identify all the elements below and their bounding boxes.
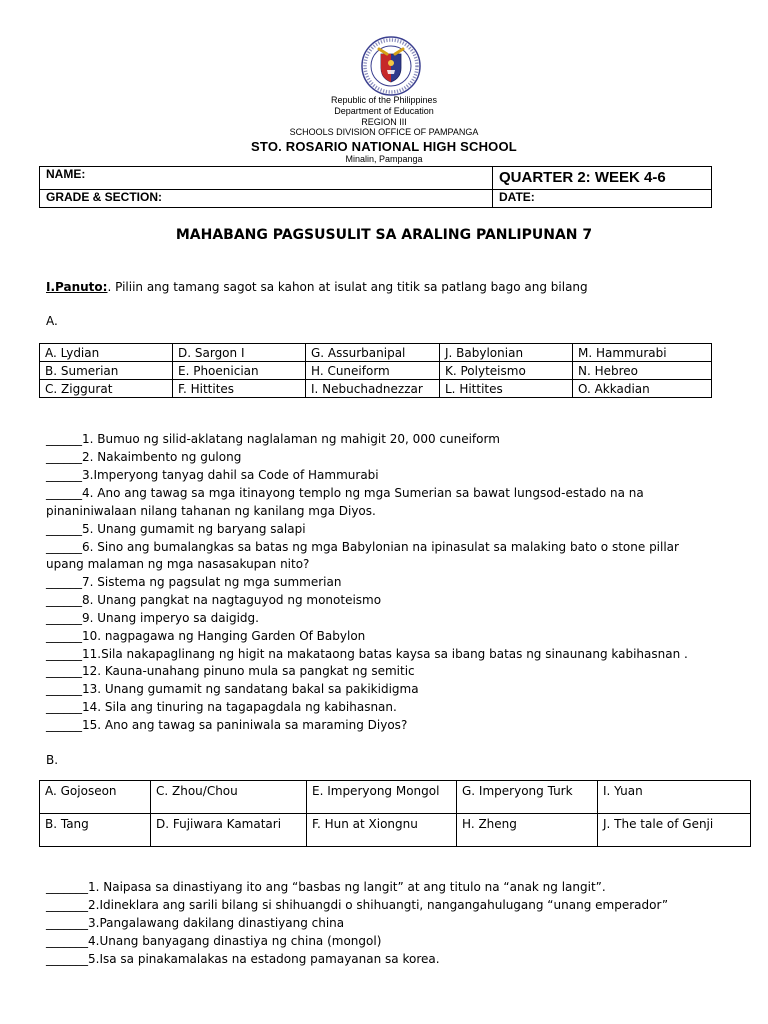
header-division: SCHOOLS DIVISION OFFICE OF PAMPANGA [289, 127, 479, 137]
choice-cell: N. Hebreo [573, 362, 712, 380]
choice-cell: G. Imperyong Turk [457, 781, 598, 814]
choice-row [40, 362, 712, 380]
question-item: _______3.Pangalawang dakilang dinastiyang china [46, 916, 345, 930]
header-region: REGION III [361, 117, 407, 127]
choice-cell: L. Hittites [440, 380, 573, 398]
choice-cell: H. Zheng [457, 814, 598, 847]
question-item: _______1. Naipasa sa dinastiyang ito ang “basbas ng langit” at ang titulo na “anak ng langit”. [46, 880, 606, 894]
question-item: ______8. Unang pangkat na nagtaguyod ng monoteismo [46, 593, 382, 607]
question-item-continued: pinaniniwalaan nilang tahanan ng kanilang mga Diyos. [46, 504, 376, 518]
exam-title: MAHABANG PAGSUSULIT SA ARALING PANLIPUNAN 7 [175, 227, 593, 243]
choice-row [40, 814, 751, 847]
choice-cell: G. Assurbanipal [306, 344, 440, 362]
question-item: ______10. nagpagawa ng Hanging Garden Of Babylon [46, 629, 366, 643]
grade-section-field[interactable] [40, 190, 493, 208]
instructions-label: I.Panuto: [46, 280, 108, 294]
deped-seal [361, 36, 421, 96]
part-a-choices-table [39, 343, 712, 398]
question-item-continued: upang malaman ng mga nasasakupan nito? [46, 557, 310, 571]
choice-cell: C. Ziggurat [40, 380, 173, 398]
choice-cell: M. Hammurabi [573, 344, 712, 362]
choice-cell: J. Babylonian [440, 344, 573, 362]
choice-cell: J. The tale of Genji [598, 814, 751, 847]
choice-cell: C. Zhou/Chou [151, 781, 307, 814]
choice-row [40, 380, 712, 398]
question-item: ______15. Ano ang tawag sa paniniwala sa maraming Diyos? [46, 718, 408, 732]
choice-cell: B. Sumerian [40, 362, 173, 380]
question-item: _______4.Unang banyagang dinastiya ng china (mongol) [46, 934, 382, 948]
header-department: Department of Education [334, 106, 434, 116]
question-item: ______14. Sila ang tinuring na tagapagdala ng kabihasnan. [46, 700, 397, 714]
part-a-label: A. [46, 314, 58, 328]
question-item: _______5.Isa sa pinakamalakas na estadong pamayanan sa korea. [46, 952, 440, 966]
date-field[interactable] [493, 190, 712, 208]
question-item: ______6. Sino ang bumalangkas sa batas ng mga Babylonian na ipinasulat sa malaking bato o stone pillar [46, 540, 679, 554]
header-republic: Republic of the Philippines [330, 95, 438, 105]
question-item: ______5. Unang gumamit ng baryang salapi [46, 522, 306, 536]
question-item: ______1. Bumuo ng silid-aklatang naglalaman ng mahigit 20, 000 cuneiform [46, 432, 500, 446]
part-b-choices-table [39, 780, 751, 847]
choice-cell: E. Phoenician [173, 362, 306, 380]
choice-cell: D. Fujiwara Kamatari [151, 814, 307, 847]
question-item: ______4. Ano ang tawag sa mga itinayong templo ng mga Sumerian sa bawat lungsod-estado na na [46, 486, 644, 500]
choice-row [40, 344, 712, 362]
date-label: DATE: [499, 190, 535, 204]
choice-cell: K. Polyteismo [440, 362, 573, 380]
question-item: ______11.Sila nakapaglinang ng higit na makataong batas kaysa sa ibang batas ng sinaunang kabihasnan . [46, 647, 688, 661]
choice-cell: H. Cuneiform [306, 362, 440, 380]
choice-cell: B. Tang [40, 814, 151, 847]
student-info-table [39, 166, 712, 208]
choice-cell: F. Hun at Xiongnu [307, 814, 457, 847]
choice-cell: D. Sargon I [173, 344, 306, 362]
question-item: ______2. Nakaimbento ng gulong [46, 450, 242, 464]
question-item: ______3.Imperyong tanyag dahil sa Code of Hammurabi [46, 468, 379, 482]
choice-cell: F. Hittites [173, 380, 306, 398]
instructions-text: . Piliin ang tamang sagot sa kahon at isulat ang titik sa patlang bago ang bilang [107, 280, 588, 294]
choice-cell: I. Nebuchadnezzar [306, 380, 440, 398]
school-name: STO. ROSARIO NATIONAL HIGH SCHOOL [251, 139, 517, 154]
choice-cell: A. Lydian [40, 344, 173, 362]
question-item: ______7. Sistema ng pagsulat ng mga summerian [46, 575, 342, 589]
school-location: Minalin, Pampanga [345, 154, 423, 164]
question-item: ______9. Unang imperyo sa daigidg. [46, 611, 259, 625]
choice-cell: E. Imperyong Mongol [307, 781, 457, 814]
quarter-label: QUARTER 2: WEEK 4-6 [493, 167, 712, 190]
question-item: ______13. Unang gumamit ng sandatang bakal sa pakikidigma [46, 682, 419, 696]
part-b-label: B. [46, 753, 59, 767]
grade-section-label: GRADE & SECTION: [46, 190, 163, 204]
choice-cell: I. Yuan [598, 781, 751, 814]
name-field[interactable] [40, 167, 493, 190]
question-item: _______2.Idineklara ang sarili bilang si shihuangdi o shihuangti, nangangahulugang “unang emperador” [46, 898, 669, 912]
name-label: NAME: [46, 167, 86, 181]
question-item: ______12. Kauna-unahang pinuno mula sa pangkat ng semitic [46, 664, 415, 678]
choice-row [40, 781, 751, 814]
choice-cell: A. Gojoseon [40, 781, 151, 814]
choice-cell: O. Akkadian [573, 380, 712, 398]
instructions [46, 280, 588, 294]
